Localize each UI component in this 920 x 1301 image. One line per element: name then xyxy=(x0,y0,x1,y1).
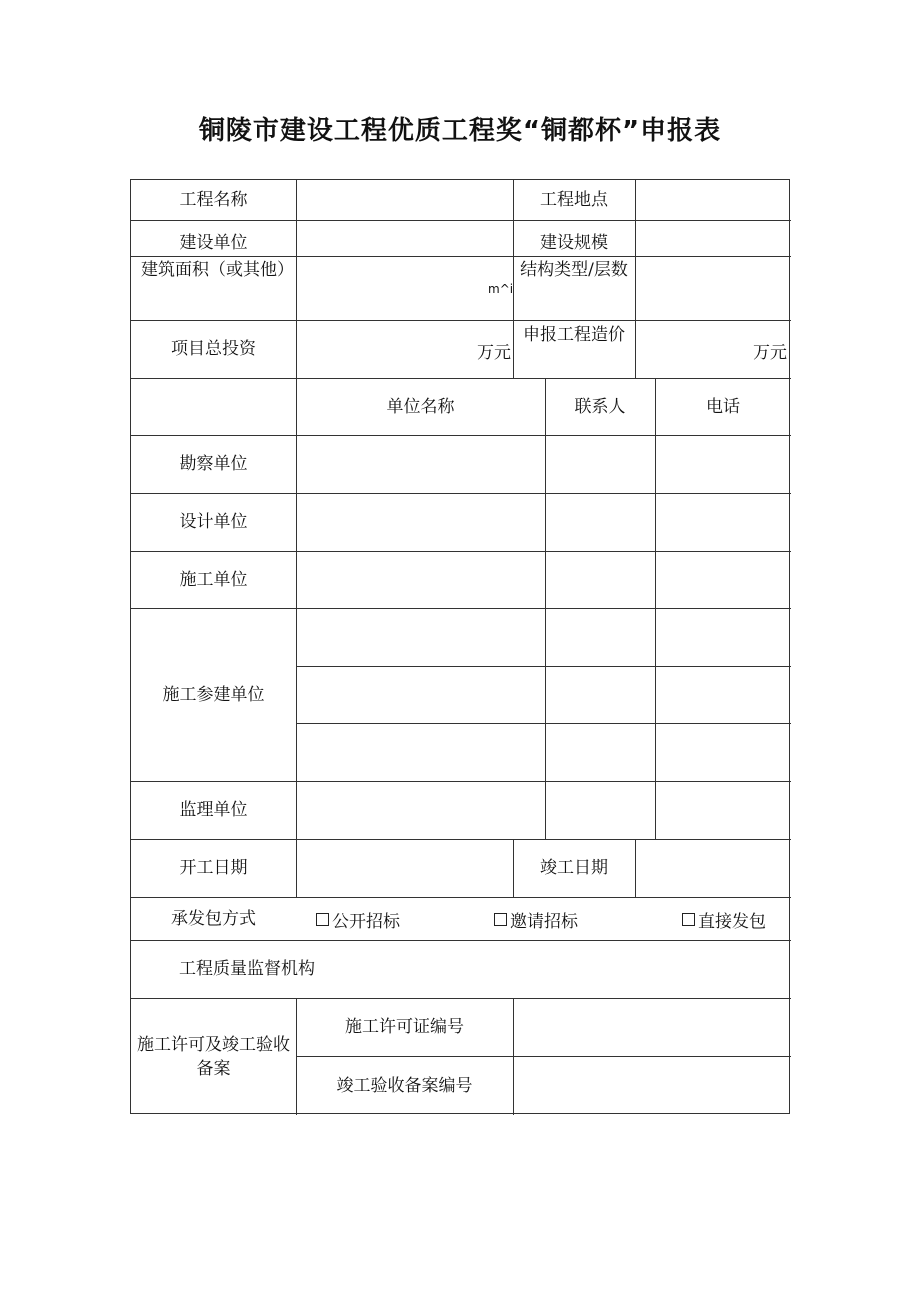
builder-unit-label: 施工单位 xyxy=(179,569,248,590)
project-location-label: 工程地点 xyxy=(540,190,608,210)
declared-cost-label: 申报工程造价 xyxy=(523,325,625,345)
header-unit-name: 单位名称 xyxy=(386,396,455,417)
construction-scale-label: 建设规模 xyxy=(540,233,608,253)
structure-type-label: 结构类型/层数 xyxy=(520,260,628,280)
building-area-label: 建筑面积（或其他） xyxy=(141,260,294,280)
permit-group-label: 施工许可及竣工验收备案 xyxy=(137,1034,290,1079)
contract-method-label: 承发包方式 xyxy=(171,908,256,929)
construction-unit-label: 建设单位 xyxy=(179,233,248,253)
header-contact: 联系人 xyxy=(574,396,626,417)
supervision-unit-label: 监理单位 xyxy=(179,800,248,820)
option-invited-tender[interactable]: 邀请招标 xyxy=(494,907,578,932)
project-name-label: 工程名称 xyxy=(179,190,248,210)
completion-date-label: 竣工日期 xyxy=(540,858,608,878)
checkbox-icon xyxy=(682,913,695,926)
permit-number-label: 施工许可证编号 xyxy=(345,1017,464,1037)
survey-unit-label: 勘察单位 xyxy=(179,454,248,474)
checkbox-icon xyxy=(316,913,329,926)
checkbox-icon xyxy=(494,913,507,926)
header-phone: 电话 xyxy=(706,396,740,417)
quality-agency-label: 工程质量监督机构 xyxy=(179,959,315,979)
option-open-tender[interactable]: 公开招标 xyxy=(316,907,400,932)
application-form xyxy=(130,179,790,1114)
option-direct-contract[interactable]: 直接发包 xyxy=(682,907,766,932)
total-investment-label: 项目总投资 xyxy=(171,339,256,359)
start-date-label: 开工日期 xyxy=(179,858,248,878)
form-title: 铜陵市建设工程优质工程奖“铜都杯”申报表 xyxy=(198,116,722,146)
participating-builders-label: 施工参建单位 xyxy=(162,684,265,705)
record-number-label: 竣工验收备案编号 xyxy=(336,1075,473,1096)
cost-unit: 万元 xyxy=(753,343,787,363)
area-unit: m^i xyxy=(488,282,514,296)
investment-unit: 万元 xyxy=(477,343,511,363)
design-unit-label: 设计单位 xyxy=(179,512,248,532)
